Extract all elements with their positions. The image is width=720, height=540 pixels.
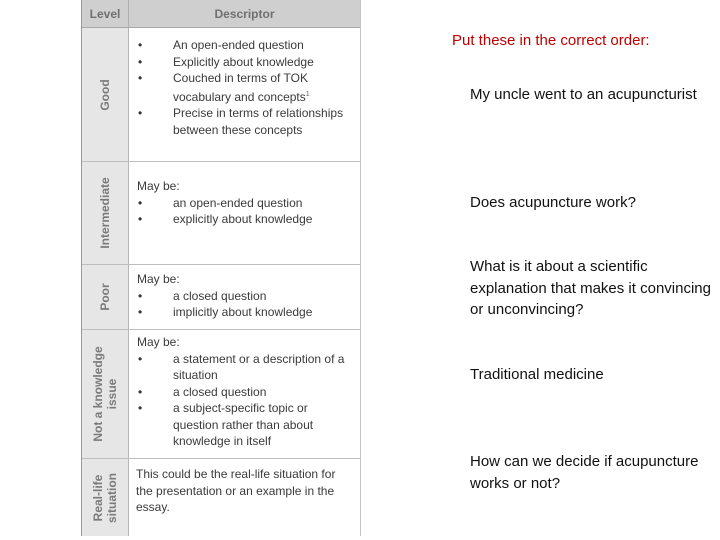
descriptor-item [137, 70, 354, 105]
level-label-intermediate: Intermediate [98, 177, 112, 249]
descriptor-text: an open-ended question [173, 195, 303, 210]
footnote-marker: 1 [305, 90, 310, 98]
descriptor-item [137, 384, 354, 401]
descriptor-list [137, 288, 354, 321]
instruction-text: Put these in the correct order: [452, 32, 650, 49]
descriptor-cell [137, 37, 354, 161]
level-cell [82, 265, 129, 329]
level-cell [82, 28, 129, 161]
descriptor-list [137, 195, 354, 228]
order-item[interactable]: What is it about a scientific explanation that makes it convincing or unconvincing? [470, 258, 711, 318]
descriptor-column-header: Descriptor [214, 6, 275, 21]
descriptor-text: implicitly about knowledge [173, 305, 313, 319]
descriptor-item [137, 37, 354, 54]
descriptor-item [137, 105, 354, 138]
descriptor-list [137, 37, 354, 138]
descriptor-text: a statement or a description of a situation [173, 351, 345, 382]
level-label-line: Not a knowledge [91, 346, 105, 442]
descriptor-cell [137, 178, 354, 264]
descriptor-cell [137, 334, 354, 458]
level-label-line: Real-life [91, 474, 105, 521]
descriptor-text: An open-ended question [173, 38, 304, 52]
descriptor-text: This could be the real-life situation for the presentation or an example in the essay. [136, 467, 336, 514]
descriptor-text: a closed question [173, 288, 267, 303]
descriptor-text: a closed question [173, 384, 267, 399]
level-label-poor: Poor [98, 283, 112, 311]
descriptor-text: Explicitly about knowledge [173, 54, 314, 69]
descriptor-text: explicitly about knowledge [173, 212, 313, 226]
rubric-row-poor [82, 265, 360, 330]
descriptor-list [137, 351, 354, 450]
rubric-row-good [82, 28, 360, 162]
order-item[interactable]: Does acupuncture work? [470, 194, 636, 211]
level-label-good: Good [98, 78, 112, 111]
level-label-line: situation [105, 472, 119, 523]
rubric-row-not-a-knowledge-issue [82, 330, 360, 459]
level-column-header: Level [82, 0, 129, 27]
level-cell [82, 162, 129, 264]
rubric-header-row [82, 0, 360, 28]
descriptor-item [137, 304, 354, 321]
descriptor-text: Precise in terms of relationships between these concepts [173, 106, 344, 137]
rubric-row-intermediate [82, 162, 360, 265]
descriptor-text: Couched in terms of TOK vocabulary and concepts [173, 71, 308, 104]
descriptor-cell [136, 466, 354, 536]
descriptor-item [137, 400, 354, 450]
descriptor-item [137, 211, 354, 228]
may-be-label: May be: [137, 179, 180, 193]
order-item[interactable]: How can we decide if acupuncture works or not? [470, 453, 699, 492]
descriptor-item [137, 195, 354, 212]
descriptor-item [137, 54, 354, 71]
level-label-not-a-knowledge-issue [91, 346, 119, 441]
descriptor-text: a subject-specific topic or question rather than about knowledge in itself [173, 401, 314, 448]
rubric-row-real-life-situation [82, 459, 360, 536]
descriptor-item [137, 288, 354, 305]
descriptor-item [137, 351, 354, 384]
level-cell [82, 459, 129, 536]
order-item[interactable]: Traditional medicine [470, 366, 604, 383]
rubric-table [81, 0, 361, 536]
order-item[interactable]: My uncle went to an acupuncturist [470, 86, 697, 103]
descriptor-cell [137, 271, 354, 329]
level-label-real-life-situation [91, 473, 119, 523]
may-be-label: May be: [137, 335, 180, 349]
may-be-label: May be: [137, 272, 180, 286]
level-label-line: issue [105, 378, 119, 410]
level-cell [82, 330, 129, 458]
